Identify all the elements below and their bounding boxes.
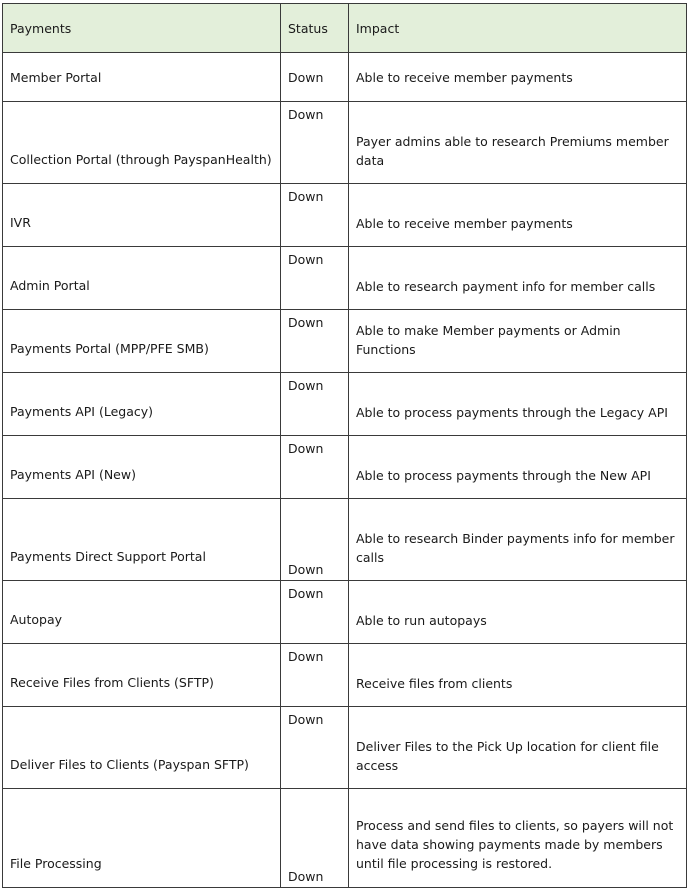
service-name: Autopay	[3, 581, 281, 644]
status-value: Down	[281, 247, 349, 310]
service-name: Receive Files from Clients (SFTP)	[3, 644, 281, 707]
service-name: IVR	[3, 184, 281, 247]
impact-text: Able to run autopays	[349, 581, 687, 644]
table-row	[3, 581, 687, 644]
impact-text: Able to research Binder payments info for member calls	[349, 499, 687, 581]
table-row	[3, 644, 687, 707]
impact-text: Able to process payments through the Legacy API	[349, 373, 687, 436]
impact-text: Able to process payments through the New API	[349, 436, 687, 499]
status-value: Down	[281, 373, 349, 436]
table-row	[3, 373, 687, 436]
impact-text: Able to research payment info for member calls	[349, 247, 687, 310]
service-name: Payments Direct Support Portal	[3, 499, 281, 581]
status-value: Down	[281, 53, 349, 102]
table-row	[3, 184, 687, 247]
header-impact: Impact	[349, 4, 687, 53]
table-row	[3, 102, 687, 184]
header-payments: Payments	[3, 4, 281, 53]
table-row	[3, 499, 687, 581]
service-name: Payments API (Legacy)	[3, 373, 281, 436]
impact-text: Process and send files to clients, so payers will not have data showing payments made by members until file processing is restored.	[349, 789, 687, 888]
impact-text: Able to receive member payments	[349, 184, 687, 247]
service-name: Deliver Files to Clients (Payspan SFTP)	[3, 707, 281, 789]
impact-text: Able to receive member payments	[349, 53, 687, 102]
service-name: File Processing	[3, 789, 281, 888]
service-name: Member Portal	[3, 53, 281, 102]
status-value: Down	[281, 436, 349, 499]
service-name: Collection Portal (through PayspanHealth)	[3, 102, 281, 184]
table-row	[3, 310, 687, 373]
table-row	[3, 436, 687, 499]
header-status: Status	[281, 4, 349, 53]
status-value: Down	[281, 707, 349, 789]
service-name: Payments API (New)	[3, 436, 281, 499]
impact-text: Payer admins able to research Premiums member data	[349, 102, 687, 184]
status-value: Down	[281, 789, 349, 888]
status-value: Down	[281, 184, 349, 247]
table-row	[3, 53, 687, 102]
table-row	[3, 707, 687, 789]
impact-text: Receive files from clients	[349, 644, 687, 707]
status-value: Down	[281, 581, 349, 644]
service-name: Admin Portal	[3, 247, 281, 310]
impact-text: Able to make Member payments or Admin Functions	[349, 310, 687, 373]
payments-status-table	[2, 3, 687, 888]
status-value: Down	[281, 102, 349, 184]
status-value: Down	[281, 310, 349, 373]
table-row	[3, 789, 687, 888]
impact-text: Deliver Files to the Pick Up location for client file access	[349, 707, 687, 789]
status-value: Down	[281, 499, 349, 581]
service-name: Payments Portal (MPP/PFE SMB)	[3, 310, 281, 373]
status-value: Down	[281, 644, 349, 707]
header-row	[3, 4, 687, 53]
table-row	[3, 247, 687, 310]
